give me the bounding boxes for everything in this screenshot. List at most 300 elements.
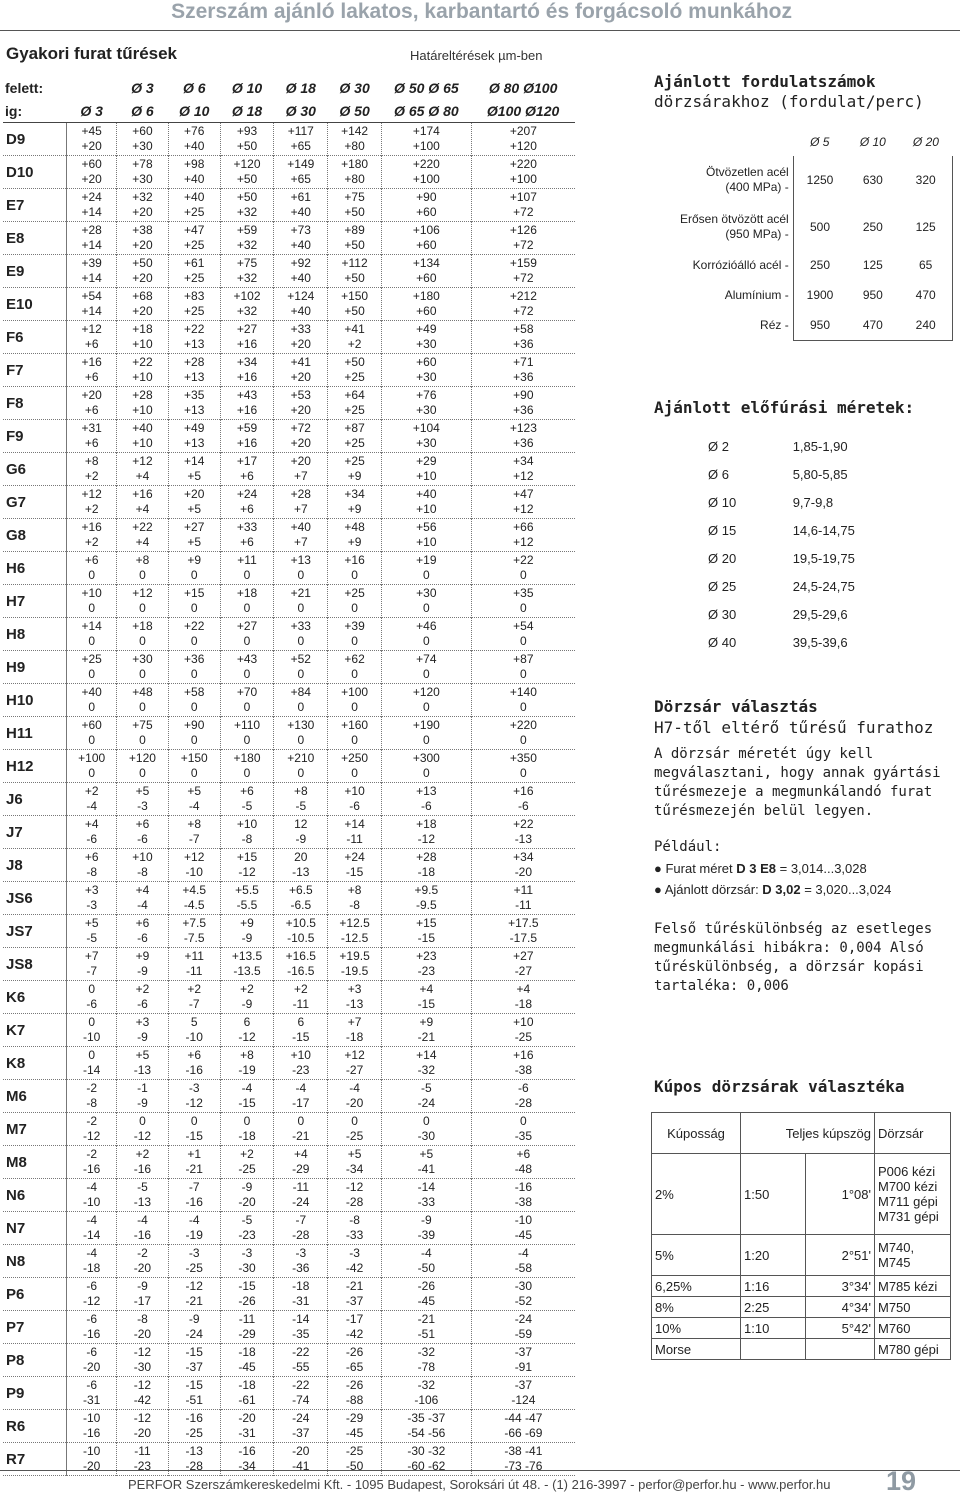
lower-deviation: +60 (416, 205, 437, 219)
upper-deviation: +22 (132, 355, 153, 369)
speed-value: 65 (899, 250, 952, 280)
upper-deviation: +34 (513, 454, 534, 468)
lower-deviation: -13.5 (233, 964, 261, 978)
lower-deviation: +65 (290, 172, 311, 186)
speed-row (655, 310, 953, 341)
upper-deviation: -4 (137, 1213, 148, 1227)
lower-deviation: -9 (241, 931, 253, 945)
upper-deviation: +1 (187, 1147, 202, 1161)
tolerance-cell (117, 981, 169, 1014)
tolerance-cell (471, 1113, 575, 1146)
lower-deviation: -30 (133, 1360, 152, 1374)
tolerance-code: E7 (3, 189, 67, 222)
upper-deviation: -9 (137, 1279, 148, 1293)
upper-deviation: +49 (416, 322, 437, 336)
upper-deviation: -3 (295, 1246, 307, 1260)
drill-diameter: Ø 30 (708, 606, 737, 622)
lower-deviation: -5 (295, 799, 307, 813)
example-line-2: ● Ajánlott dörzsár: D 3,02 = 3,020...3,024 (654, 882, 892, 897)
column-header: Ø 50 (328, 99, 382, 123)
column-header: Ø 65 Ø 80 (381, 99, 471, 123)
tolerance-cell (67, 1080, 117, 1113)
lower-deviation: +20 (290, 337, 311, 351)
tolerance-cell (328, 915, 382, 948)
tolerance-code: D10 (3, 156, 67, 189)
cone-ratio: 1:16 (741, 1276, 806, 1297)
upper-deviation: +104 (412, 421, 440, 435)
tolerance-code: H9 (3, 651, 67, 684)
reamer-item: M745 (878, 1255, 911, 1270)
tolerance-cell (67, 387, 117, 420)
lower-deviation: 0 (190, 700, 198, 714)
tolerance-cell (117, 189, 169, 222)
upper-deviation: -4 (86, 1213, 97, 1227)
table-row (3, 849, 575, 882)
lower-deviation: +16 (236, 436, 258, 450)
lower-deviation: -38 (514, 1063, 533, 1077)
lower-deviation: -5 (241, 799, 253, 813)
upper-deviation: +6 (135, 916, 150, 930)
lower-deviation: +50 (344, 271, 365, 285)
speed-value: 470 (846, 310, 899, 341)
table-row (3, 123, 575, 156)
upper-deviation: -2 (86, 1114, 97, 1128)
tolerance-code: K6 (3, 981, 67, 1014)
lower-deviation: +80 (344, 139, 365, 153)
lower-deviation: +12 (513, 502, 534, 516)
table-row (3, 552, 575, 585)
tolerance-cell (67, 651, 117, 684)
lower-deviation: +65 (290, 139, 311, 153)
lower-deviation: -18 (82, 1261, 101, 1275)
lower-deviation: -12 (238, 865, 256, 879)
upper-deviation: +20 (290, 454, 311, 468)
table-row (3, 816, 575, 849)
lower-deviation: -39 (417, 1228, 436, 1242)
reamer-item: M740, (878, 1240, 915, 1255)
tolerance-cell (220, 387, 274, 420)
upper-deviation: +8 (293, 784, 308, 798)
tolerance-cell (471, 1080, 575, 1113)
tolerance-cell (381, 618, 471, 651)
tolerance-cell (328, 1377, 382, 1410)
tolerance-cell (274, 1377, 328, 1410)
upper-deviation: 12 (294, 817, 308, 831)
speed-corner (655, 128, 793, 156)
upper-deviation: +56 (416, 520, 437, 534)
upper-deviation: -11 (238, 1312, 256, 1326)
upper-deviation: +28 (290, 487, 311, 501)
table-row (3, 321, 575, 354)
tolerance-cell (328, 816, 382, 849)
upper-deviation: +39 (344, 619, 365, 633)
lower-deviation: 0 (351, 634, 358, 648)
tolerance-code: F7 (3, 354, 67, 387)
upper-deviation: -21 (417, 1312, 436, 1326)
tolerance-cell (274, 651, 328, 684)
lower-deviation: +72 (513, 205, 534, 219)
tolerance-cell (328, 684, 382, 717)
tolerance-cell (328, 585, 382, 618)
tolerance-cell (381, 882, 471, 915)
drill-size: 1,85-1,90 (792, 438, 848, 454)
footer-divider (0, 1470, 960, 1471)
lower-deviation: -11 (346, 832, 363, 846)
lower-deviation: 0 (351, 667, 358, 681)
upper-deviation: +350 (509, 751, 537, 765)
table-row (3, 453, 575, 486)
lower-deviation: +36 (513, 436, 534, 450)
upper-deviation: +16.5 (285, 949, 316, 963)
tolerance-cell (117, 1311, 169, 1344)
upper-deviation: +35 (184, 388, 205, 402)
upper-deviation: +74 (416, 652, 437, 666)
tolerance-cell (117, 750, 169, 783)
tolerance-cell (117, 420, 169, 453)
lower-deviation: -41 (292, 1459, 310, 1473)
upper-deviation: -24 (292, 1411, 310, 1425)
tolerance-cell (168, 354, 220, 387)
upper-deviation: +14 (344, 817, 365, 831)
tolerance-cell (67, 321, 117, 354)
lower-deviation: +30 (416, 370, 437, 384)
table-row (3, 1278, 575, 1311)
tolerance-cell (168, 288, 220, 321)
speed-row (655, 203, 953, 250)
column-header: Ø 80 Ø100 (488, 79, 558, 96)
upper-deviation: -4 (421, 1246, 432, 1260)
tolerance-cell (274, 420, 328, 453)
lower-deviation: -15 (185, 1129, 203, 1143)
upper-deviation: +10 (132, 850, 153, 864)
lower-deviation: -21 (185, 1294, 203, 1308)
tolerance-cell (381, 354, 471, 387)
predrill-row (690, 628, 930, 656)
tolerance-cell (328, 948, 382, 981)
tolerance-cell (67, 1377, 117, 1410)
tolerance-cell (328, 1047, 382, 1080)
upper-deviation: +12 (132, 454, 153, 468)
tolerance-cell (471, 1344, 575, 1377)
lower-deviation: +120 (509, 139, 537, 153)
material-name: Alumínium - (724, 287, 789, 302)
tolerance-cell (220, 1344, 274, 1377)
upper-deviation: +46 (416, 619, 437, 633)
upper-deviation: +87 (344, 421, 365, 435)
lower-deviation: 0 (190, 667, 198, 681)
upper-deviation: +47 (184, 223, 205, 237)
tolerance-code: R7 (3, 1443, 67, 1476)
lower-deviation: 0 (88, 667, 95, 681)
lower-deviation: -14 (82, 1063, 101, 1077)
lower-deviation: +40 (184, 139, 205, 153)
upper-deviation: +41 (290, 355, 311, 369)
tolerance-code: J7 (3, 816, 67, 849)
lower-deviation: -16 (133, 1162, 152, 1176)
upper-deviation: +72 (290, 421, 311, 435)
tolerance-cell (471, 651, 575, 684)
lower-deviation: -8 (86, 1096, 97, 1110)
drill-size: 24,5-24,75 (792, 578, 855, 594)
column-header: Ø 30 (339, 79, 370, 96)
lower-deviation: 0 (139, 568, 146, 582)
tolerance-cell (67, 552, 117, 585)
upper-deviation: +160 (341, 718, 369, 732)
tolerance-cell (117, 1344, 169, 1377)
upper-deviation: -4 (241, 1081, 253, 1095)
lower-deviation: -17.5 (509, 931, 538, 945)
upper-deviation: +48 (132, 685, 153, 699)
table-row (3, 651, 575, 684)
material-strength: (400 MPa) - (725, 179, 789, 194)
upper-deviation: +28 (416, 850, 437, 864)
lower-deviation: -36 (292, 1261, 310, 1275)
table-row (3, 387, 575, 420)
lower-deviation: +4 (135, 535, 150, 549)
tolerance-cell (117, 1245, 169, 1278)
material-strength: (950 MPa) - (725, 226, 789, 241)
table-row (3, 981, 575, 1014)
upper-deviation: +106 (412, 223, 440, 237)
upper-deviation: +73 (290, 223, 311, 237)
upper-deviation: +30 (416, 586, 437, 600)
lower-deviation: +10 (416, 535, 437, 549)
upper-deviation: -38 -41 (504, 1444, 543, 1458)
lower-deviation: -17 (133, 1294, 152, 1308)
upper-deviation: -10 (82, 1444, 101, 1458)
upper-deviation: +14 (184, 454, 205, 468)
upper-deviation: +180 (341, 157, 369, 171)
upper-deviation: +150 (180, 751, 208, 765)
lower-deviation: 0 (520, 766, 527, 780)
lower-deviation: +40 (290, 271, 311, 285)
lower-deviation: -5 (86, 931, 97, 945)
lower-deviation: 0 (423, 634, 430, 648)
tolerance-cell (381, 123, 471, 156)
upper-deviation: +50 (344, 355, 365, 369)
tolerance-cell (381, 585, 471, 618)
upper-deviation: -26 (417, 1279, 436, 1293)
lower-deviation: 0 (520, 634, 527, 648)
tolerance-cell (274, 354, 328, 387)
upper-deviation: +174 (412, 124, 440, 138)
lower-deviation: +2 (84, 469, 99, 483)
lower-deviation: -12 (238, 1030, 256, 1044)
upper-deviation: +29 (416, 454, 437, 468)
lower-deviation: -45 (238, 1360, 256, 1374)
upper-deviation: -21 (345, 1279, 364, 1293)
upper-deviation: +6 (84, 553, 99, 567)
upper-deviation: -24 (514, 1312, 533, 1326)
tolerance-cell (117, 1047, 169, 1080)
tolerance-cell (220, 618, 274, 651)
table-row (3, 882, 575, 915)
tolerance-cell (381, 1113, 471, 1146)
lower-deviation: -9.5 (416, 898, 437, 912)
tolerance-cell (67, 1014, 117, 1047)
lower-deviation: -6 (86, 832, 97, 846)
lower-deviation: +40 (290, 238, 311, 252)
lower-deviation: -16 (82, 1327, 101, 1341)
tolerance-cell (471, 1410, 575, 1443)
upper-deviation: +12.5 (339, 916, 370, 930)
tolerance-cell (67, 1047, 117, 1080)
upper-deviation: -29 (345, 1411, 364, 1425)
upper-deviation: +220 (509, 718, 537, 732)
upper-deviation: +25 (344, 586, 365, 600)
tolerance-cell (168, 915, 220, 948)
lower-deviation: 0 (351, 733, 358, 747)
lower-deviation: +14 (81, 238, 102, 252)
tolerance-cell (220, 354, 274, 387)
tolerance-cell (117, 1080, 169, 1113)
tolerance-code: K8 (3, 1047, 67, 1080)
table-row (3, 750, 575, 783)
upper-deviation: +150 (341, 289, 369, 303)
cone-ratio: 1:20 (741, 1235, 806, 1276)
tolerance-cell (381, 1146, 471, 1179)
upper-deviation: +31 (81, 421, 102, 435)
lower-deviation: -6.5 (290, 898, 312, 912)
lower-deviation: 0 (297, 667, 305, 681)
lower-deviation: -12.5 (340, 931, 369, 945)
upper-deviation: +40 (132, 421, 153, 435)
tolerance-cell (168, 222, 220, 255)
lower-deviation: -19 (185, 1228, 203, 1242)
upper-deviation: +54 (81, 289, 102, 303)
upper-deviation: +2 (187, 982, 202, 996)
upper-deviation: +28 (81, 223, 102, 237)
tolerance-cell (67, 882, 117, 915)
upper-deviation: +36 (184, 652, 205, 666)
upper-deviation: +18 (236, 586, 258, 600)
tolerance-cell (274, 1179, 328, 1212)
upper-deviation: +34 (344, 487, 365, 501)
tolerance-cell (471, 156, 575, 189)
upper-deviation: +28 (184, 355, 205, 369)
tolerance-cell (381, 486, 471, 519)
lower-deviation: +14 (81, 205, 102, 219)
tolerance-cell (117, 552, 169, 585)
upper-deviation: +10 (81, 586, 102, 600)
lower-deviation: -73 -76 (504, 1459, 543, 1473)
upper-deviation: +54 (513, 619, 534, 633)
tolerance-cell (328, 717, 382, 750)
upper-deviation: +60 (81, 157, 102, 171)
tolerance-cell (471, 1245, 575, 1278)
predrill-row (690, 544, 930, 572)
tolerance-cell (328, 552, 382, 585)
tolerance-cell (168, 387, 220, 420)
tolerance-cell (220, 1113, 274, 1146)
tolerance-cell (471, 288, 575, 321)
upper-deviation: -30 -32 (407, 1444, 446, 1458)
upper-deviation: +66 (513, 520, 534, 534)
tolerance-cell (381, 519, 471, 552)
cone-reamers (875, 1339, 951, 1360)
lower-deviation: -42 (345, 1327, 364, 1341)
tolerance-cell (381, 717, 471, 750)
upper-deviation: +10 (290, 1048, 311, 1062)
tolerance-cell (471, 321, 575, 354)
upper-deviation: -7 (188, 1180, 200, 1194)
tolerance-cell (328, 387, 382, 420)
lower-deviation: -33 (345, 1228, 364, 1242)
tolerance-code: E10 (3, 288, 67, 321)
tolerance-cell (471, 1047, 575, 1080)
drill-size: 19,5-19,75 (792, 550, 855, 566)
tolerance-cell (471, 684, 575, 717)
upper-deviation: -32 (417, 1345, 436, 1359)
tolerance-cell (168, 156, 220, 189)
tolerance-cell (328, 1344, 382, 1377)
tolerance-cell (381, 420, 471, 453)
tolerance-cell (328, 849, 382, 882)
upper-deviation: +149 (287, 157, 315, 171)
lower-deviation: -8 (137, 865, 148, 879)
upper-deviation: +27 (236, 322, 258, 336)
tolerance-cell (117, 387, 169, 420)
tolerance-cell (67, 948, 117, 981)
lower-deviation: -27 (345, 1063, 364, 1077)
drill-diameter: Ø 40 (708, 634, 737, 650)
lower-deviation: +2 (347, 337, 362, 351)
lower-deviation: -17 (292, 1096, 310, 1110)
column-header: Ø 18 (220, 99, 274, 123)
tolerance-cell (328, 1146, 382, 1179)
lower-deviation: +30 (132, 139, 153, 153)
predrill-row (690, 460, 930, 488)
upper-deviation: +20 (184, 487, 205, 501)
upper-deviation: +102 (233, 289, 261, 303)
upper-deviation: +6 (135, 817, 150, 831)
lower-deviation: -9 (295, 832, 307, 846)
tolerance-code: JS7 (3, 915, 67, 948)
tolerance-cell (117, 585, 169, 618)
lower-deviation: +60 (416, 271, 437, 285)
upper-deviation: -18 (238, 1345, 256, 1359)
upper-deviation: +22 (184, 322, 205, 336)
tolerance-cell (67, 849, 117, 882)
upper-deviation: +4 (84, 817, 99, 831)
tolerance-cell (117, 486, 169, 519)
table-row (3, 717, 575, 750)
lower-deviation: +50 (236, 172, 258, 186)
upper-deviation: +60 (132, 124, 153, 138)
upper-deviation: +220 (412, 157, 440, 171)
upper-deviation: -20 (238, 1411, 256, 1425)
upper-deviation: +22 (513, 817, 534, 831)
tolerance-cell (220, 1410, 274, 1443)
tolerance-code: G6 (3, 453, 67, 486)
lower-deviation: -60 -62 (407, 1459, 446, 1473)
tolerance-cell (220, 1377, 274, 1410)
upper-deviation: +107 (509, 190, 537, 204)
lower-deviation: 0 (243, 733, 251, 747)
tolerance-cell (168, 1080, 220, 1113)
lower-deviation: +32 (236, 205, 258, 219)
tolerance-cell (274, 519, 328, 552)
tolerance-cell (220, 816, 274, 849)
tolerance-code: J8 (3, 849, 67, 882)
tolerance-cell (168, 750, 220, 783)
predrill-row (690, 572, 930, 600)
upper-deviation: -4 (349, 1081, 360, 1095)
tolerance-cell (274, 585, 328, 618)
lower-deviation: -51 (417, 1327, 436, 1341)
tolerance-cell (117, 684, 169, 717)
tolerance-code: K7 (3, 1014, 67, 1047)
